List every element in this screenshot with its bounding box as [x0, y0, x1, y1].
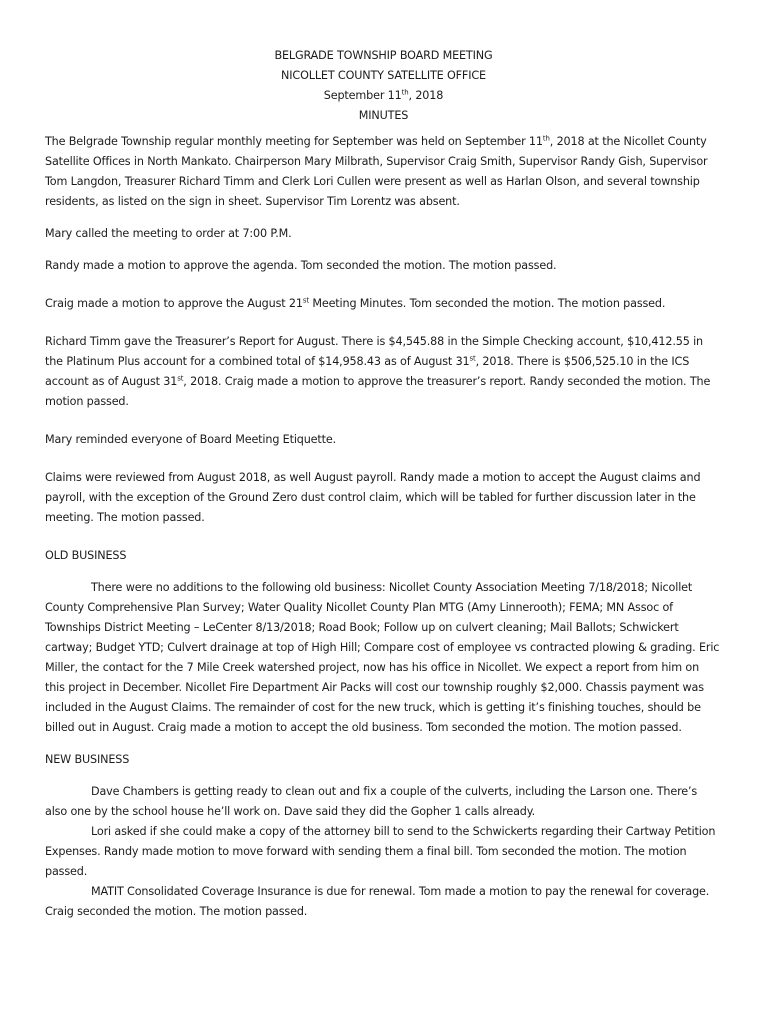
header-date-main: September 11 — [323, 89, 402, 102]
treasurer-text-3: , 2018. Craig made a motion to approve the treasurer’s report. Randy seconded the motion. The motion passed. — [45, 375, 711, 408]
header-date-suffix: th — [401, 88, 409, 97]
header-date-year: , 2018 — [408, 89, 444, 102]
claims-paragraph: Claims were reviewed from August 2018, as well August payroll. Randy made a motion to accept the August claims and payroll, with the exception of the Ground Zero dust control claim, which will be tabled for further discussion later in the meeting. The motion passed. — [45, 471, 701, 524]
treasurer-text-2: , 2018. There is $506,525.10 in the ICS account as of August 31 — [45, 355, 690, 388]
agenda-paragraph: Randy made a motion to approve the agenda. Tom seconded the motion. The motion passed. — [45, 259, 557, 272]
treasurer-suffix-1: st — [469, 354, 476, 363]
intro-suffix: th — [542, 134, 550, 143]
intro-text-1: The Belgrade Township regular monthly meeting for September was held on September 11 — [45, 135, 543, 148]
minutes-text-1: Craig made a motion to approve the August 21 — [45, 297, 303, 310]
new-business-paragraph-1: Dave Chambers is getting ready to clean out and fix a couple of the culverts, including the Larson one. There’s also one by the school house he’ll work on. Dave said they did the Gopher 1 calls already. — [45, 785, 698, 818]
old-business-heading: OLD BUSINESS — [45, 549, 127, 562]
treasurer-text-1: Richard Timm gave the Treasurer’s Report for August. There is $4,545.88 in the Simple Checking account, $10,412.55 in the Platinum Plus account for a combined total of $14,958.43 as of August 31 — [45, 335, 703, 368]
treasurer-suffix-2: st — [177, 374, 184, 383]
intro-paragraph — [45, 132, 722, 212]
intro-text-2: , 2018 at the Nicollet County Satellite Offices in North Mankato. Chairperson Mary Milbrath, Supervisor Craig Smith, Supervisor Randy Gish, Supervisor Tom Langdon, Treasurer Richard Timm and Clerk Lori Cullen were present as well as Harlan Olson, and several township residents, as listed on the sign in sheet. Supervisor Tim Lorentz was absent. — [45, 135, 708, 208]
document-header — [45, 46, 722, 126]
header-minutes: MINUTES — [358, 109, 409, 122]
header-office: NICOLLET COUNTY SATELLITE OFFICE — [281, 69, 486, 82]
minutes-text-2: Meeting Minutes. Tom seconded the motion. The motion passed. — [308, 297, 666, 310]
new-business-heading: NEW BUSINESS — [45, 753, 130, 766]
call-to-order-paragraph: Mary called the meeting to order at 7:00 P.M. — [45, 227, 292, 240]
etiquette-paragraph: Mary reminded everyone of Board Meeting Etiquette. — [45, 433, 337, 446]
treasurer-paragraph — [45, 332, 722, 412]
old-business-paragraph: There were no additions to the following old business: Nicollet County Association Meeting 7/18/2018; Nicollet County Comprehensive Plan Survey; Water Quality Nicollet County Plan MTG (Amy Linnerooth); FEMA; MN Assoc of Townships District Meeting – LeCenter 8/13/2018; Road Book; Follow up on culvert cleaning; Mail Ballots; Schwickert cartway; Budget YTD; Culvert drainage at top of High Hill; Compare cost of employee vs contracted plowing & grading. Eric Miller, the contact for the 7 Mile Creek watershed project, now has his office in Nicollet. We expect a report from him on this project in December. Nicollet Fire Department Air Packs will cost our township roughly $2,000. Chassis payment was included in the August Claims. The remainder of cost for the new truck, which is getting it’s finishing touches, should be billed out in August. Craig made a motion to accept the old business. Tom seconded the motion. The motion passed. — [45, 581, 720, 734]
new-business-paragraph-2: Lori asked if she could make a copy of the attorney bill to send to the Schwickerts regarding their Cartway Petition Expenses. Randy made motion to move forward with sending them a final bill. Tom seconded the motion. The motion passed. — [45, 825, 716, 878]
new-business-paragraph-3: MATIT Consolidated Coverage Insurance is due for renewal. Tom made a motion to pay the renewal for coverage. Craig seconded the motion. The motion passed. — [45, 885, 710, 918]
header-date — [45, 86, 722, 106]
minutes-paragraph — [45, 294, 722, 314]
header-title: BELGRADE TOWNSHIP BOARD MEETING — [274, 49, 493, 62]
minutes-suffix: st — [302, 296, 309, 305]
